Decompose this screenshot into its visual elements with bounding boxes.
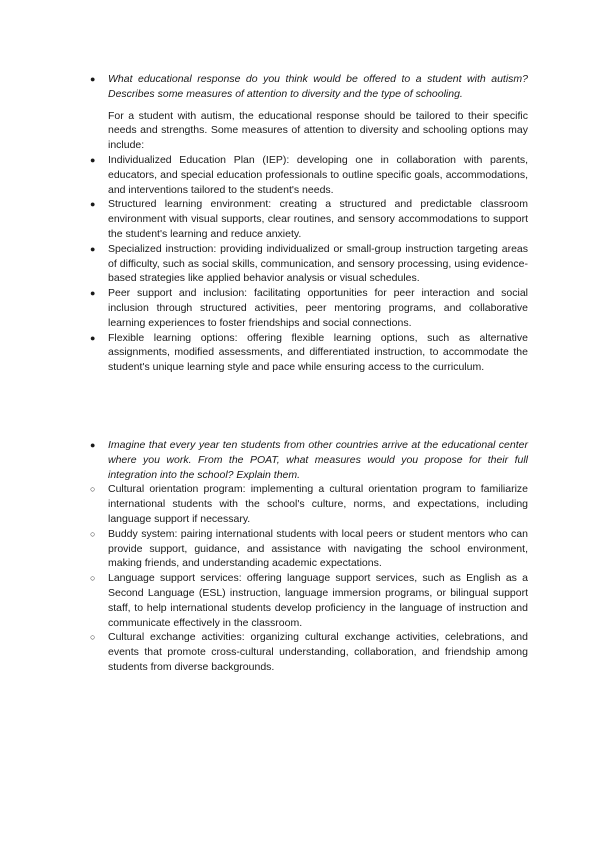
list-item: ○ Cultural orientation program: implementing a cultural orientation program to familiarize international students with the school's culture, norms, and expectations, including language support if necessary.: [90, 483, 528, 525]
question-text: What educational response do you think would be offered to a student with autism? Describes some measures of attention to diversity and the type of schooling.: [108, 73, 528, 100]
bullet-marker: ○: [90, 484, 96, 495]
question-text: Imagine that every year ten students from other countries arrive at the educational center where you work. From the POAT, what measures would you propose for their full integration into the school? Explain them.: [108, 439, 528, 481]
list-item: ● Peer support and inclusion: facilitating opportunities for peer interaction and social inclusion through structured activities, peer mentoring programs, and collaborative learning experiences to foster friendships and social connections.: [90, 287, 528, 329]
question-autism: [90, 72, 528, 102]
bullet-marker: ○: [90, 632, 96, 643]
integration-measures-list: [90, 482, 528, 674]
measures-list: [90, 153, 528, 375]
bullet-marker: ●: [90, 243, 96, 254]
bullet-marker: ○: [90, 573, 96, 584]
list-item: ○ Cultural exchange activities: organizing cultural exchange activities, celebrations, and events that promote cross-cultural understanding, collaboration, and friendship among students from diverse backgrounds.: [90, 631, 528, 673]
bullet-marker: ●: [90, 440, 96, 450]
question-section-integration: [90, 438, 528, 675]
question-integration: [90, 438, 528, 482]
list-item: ● Flexible learning options: offering flexible learning options, such as alternative assignments, modified assessments, and differentiated instruction, to accommodate the student's unique learning style and pace while ensuring access to the curriculum.: [90, 331, 528, 374]
bullet-marker: ●: [90, 332, 96, 343]
bullet-marker: ●: [90, 288, 96, 299]
question-section-autism: [90, 72, 528, 375]
bullet-marker: ○: [90, 528, 96, 539]
list-item: ● Individualized Education Plan (IEP): developing one in collaboration with parents, educators, and special education professionals to outline specific goals, accommodations, and interventions tailored to the student's needs.: [90, 153, 528, 196]
list-item: ○ Buddy system: pairing international students with local peers or student mentors who can provide support, guidance, and assistance with navigating the school environment, making friends, and understanding academic expectations.: [90, 527, 528, 570]
list-item: ● Structured learning environment: creating a structured and predictable classroom environment with visual supports, clear routines, and sensory accommodations to support the student's learning and reduce anxiety.: [90, 198, 528, 240]
bullet-marker: ●: [90, 154, 96, 165]
list-item: ● Specialized instruction: providing individualized or small-group instruction targeting areas of difficulty, such as social skills, communication, and sensory processing, using evidence-based strategies like applied behavior analysis or visual schedules.: [90, 242, 528, 285]
bullet-marker: ●: [90, 74, 96, 84]
answer-intro: For a student with autism, the educational response should be tailored to their specific needs and strengths. Some measures of attention to diversity and schooling options may include:: [108, 109, 528, 152]
bullet-marker: ●: [90, 199, 96, 210]
list-item: ○ Language support services: offering language support services, such as English as a Second Language (ESL) instruction, language immersion programs, or bilingual support staff, to help international students develop proficiency in the language of instruction and communicate effectively in the classroom.: [90, 572, 528, 629]
